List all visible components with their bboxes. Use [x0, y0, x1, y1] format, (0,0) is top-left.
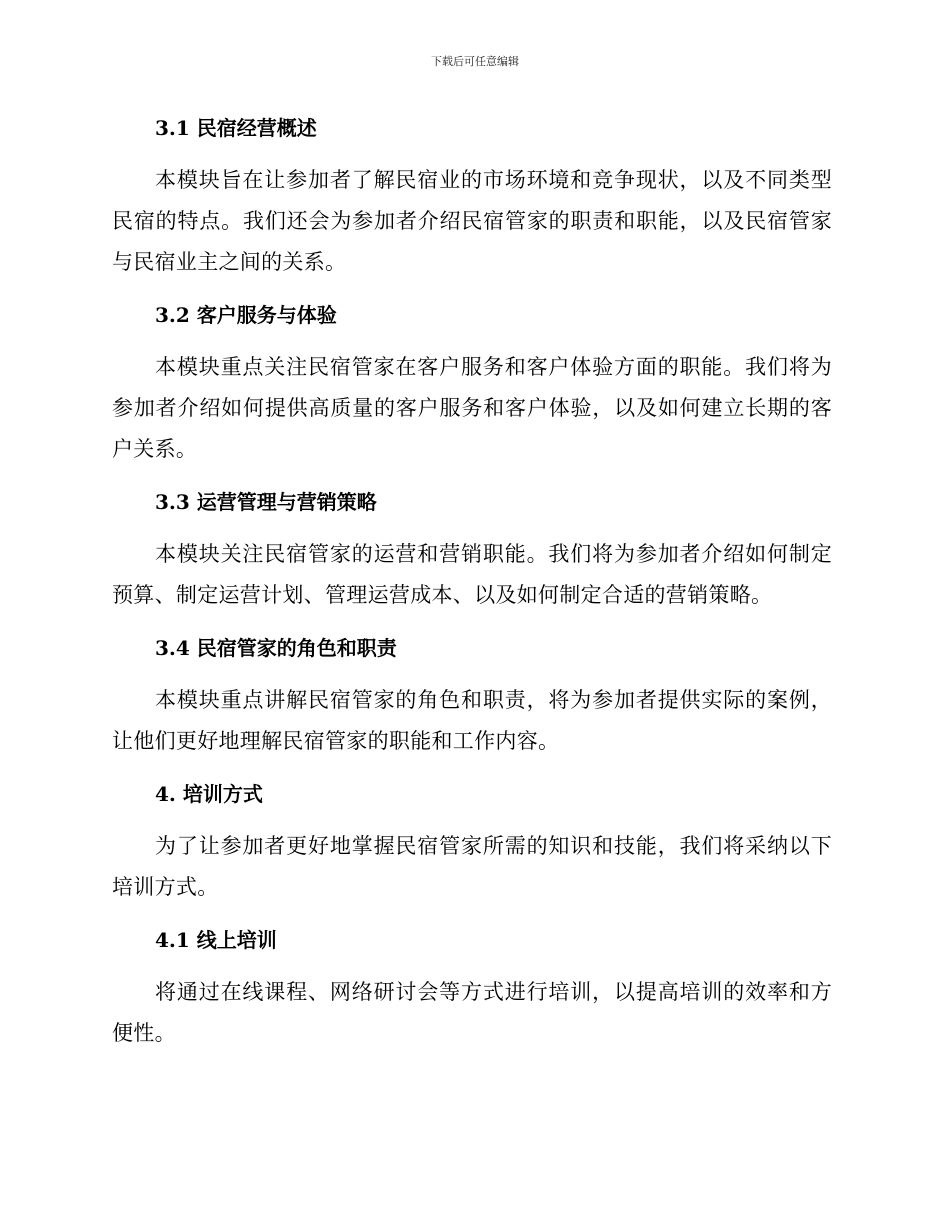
section-paragraph: 本模块重点讲解民宿管家的角色和职责，将为参加者提供实际的案例，让他们更好地理解民宿管家的职能和工作内容。 [112, 688, 832, 753]
section-paragraph: 本模块重点关注民宿管家在客户服务和客户体验方面的职能。我们将为参加者介绍如何提供高质量的客户服务和客户体验，以及如何建立长期的客户关系。 [112, 355, 832, 461]
section-heading: 3.3 运营管理与营销策略 [155, 490, 377, 514]
section-3-3 [112, 482, 832, 616]
section-paragraph: 本模块关注民宿管家的运营和营销职能。我们将为参加者介绍如何制定预算、制定运营计划、管理运营成本、以及如何制定合适的营销策略。 [112, 542, 832, 607]
section-3-2 [112, 295, 832, 470]
section-paragraph: 本模块旨在让参加者了解民宿业的市场环境和竞争现状，以及不同类型民宿的特点。我们还会为参加者介绍民宿管家的职责和职能，以及民宿管家与民宿业主之间的关系。 [112, 168, 832, 274]
section-3-4 [112, 628, 832, 762]
section-heading: 3.2 客户服务与体验 [155, 303, 337, 327]
section-heading: 3.1 民宿经营概述 [155, 116, 317, 140]
section-heading: 4. 培训方式 [155, 782, 263, 806]
section-3-1 [112, 108, 832, 283]
section-4 [112, 774, 832, 908]
section-heading: 4.1 线上培训 [155, 928, 277, 952]
section-4-1 [112, 920, 832, 1054]
section-paragraph: 为了让参加者更好地掌握民宿管家所需的知识和技能，我们将采纳以下培训方式。 [112, 834, 832, 899]
section-heading: 3.4 民宿管家的角色和职责 [155, 636, 397, 660]
document-body [112, 108, 832, 1066]
section-paragraph: 将通过在线课程、网络研讨会等方式进行培训，以提高培训的效率和方便性。 [112, 980, 832, 1045]
page-header: 下载后可任意编辑 [431, 55, 519, 68]
